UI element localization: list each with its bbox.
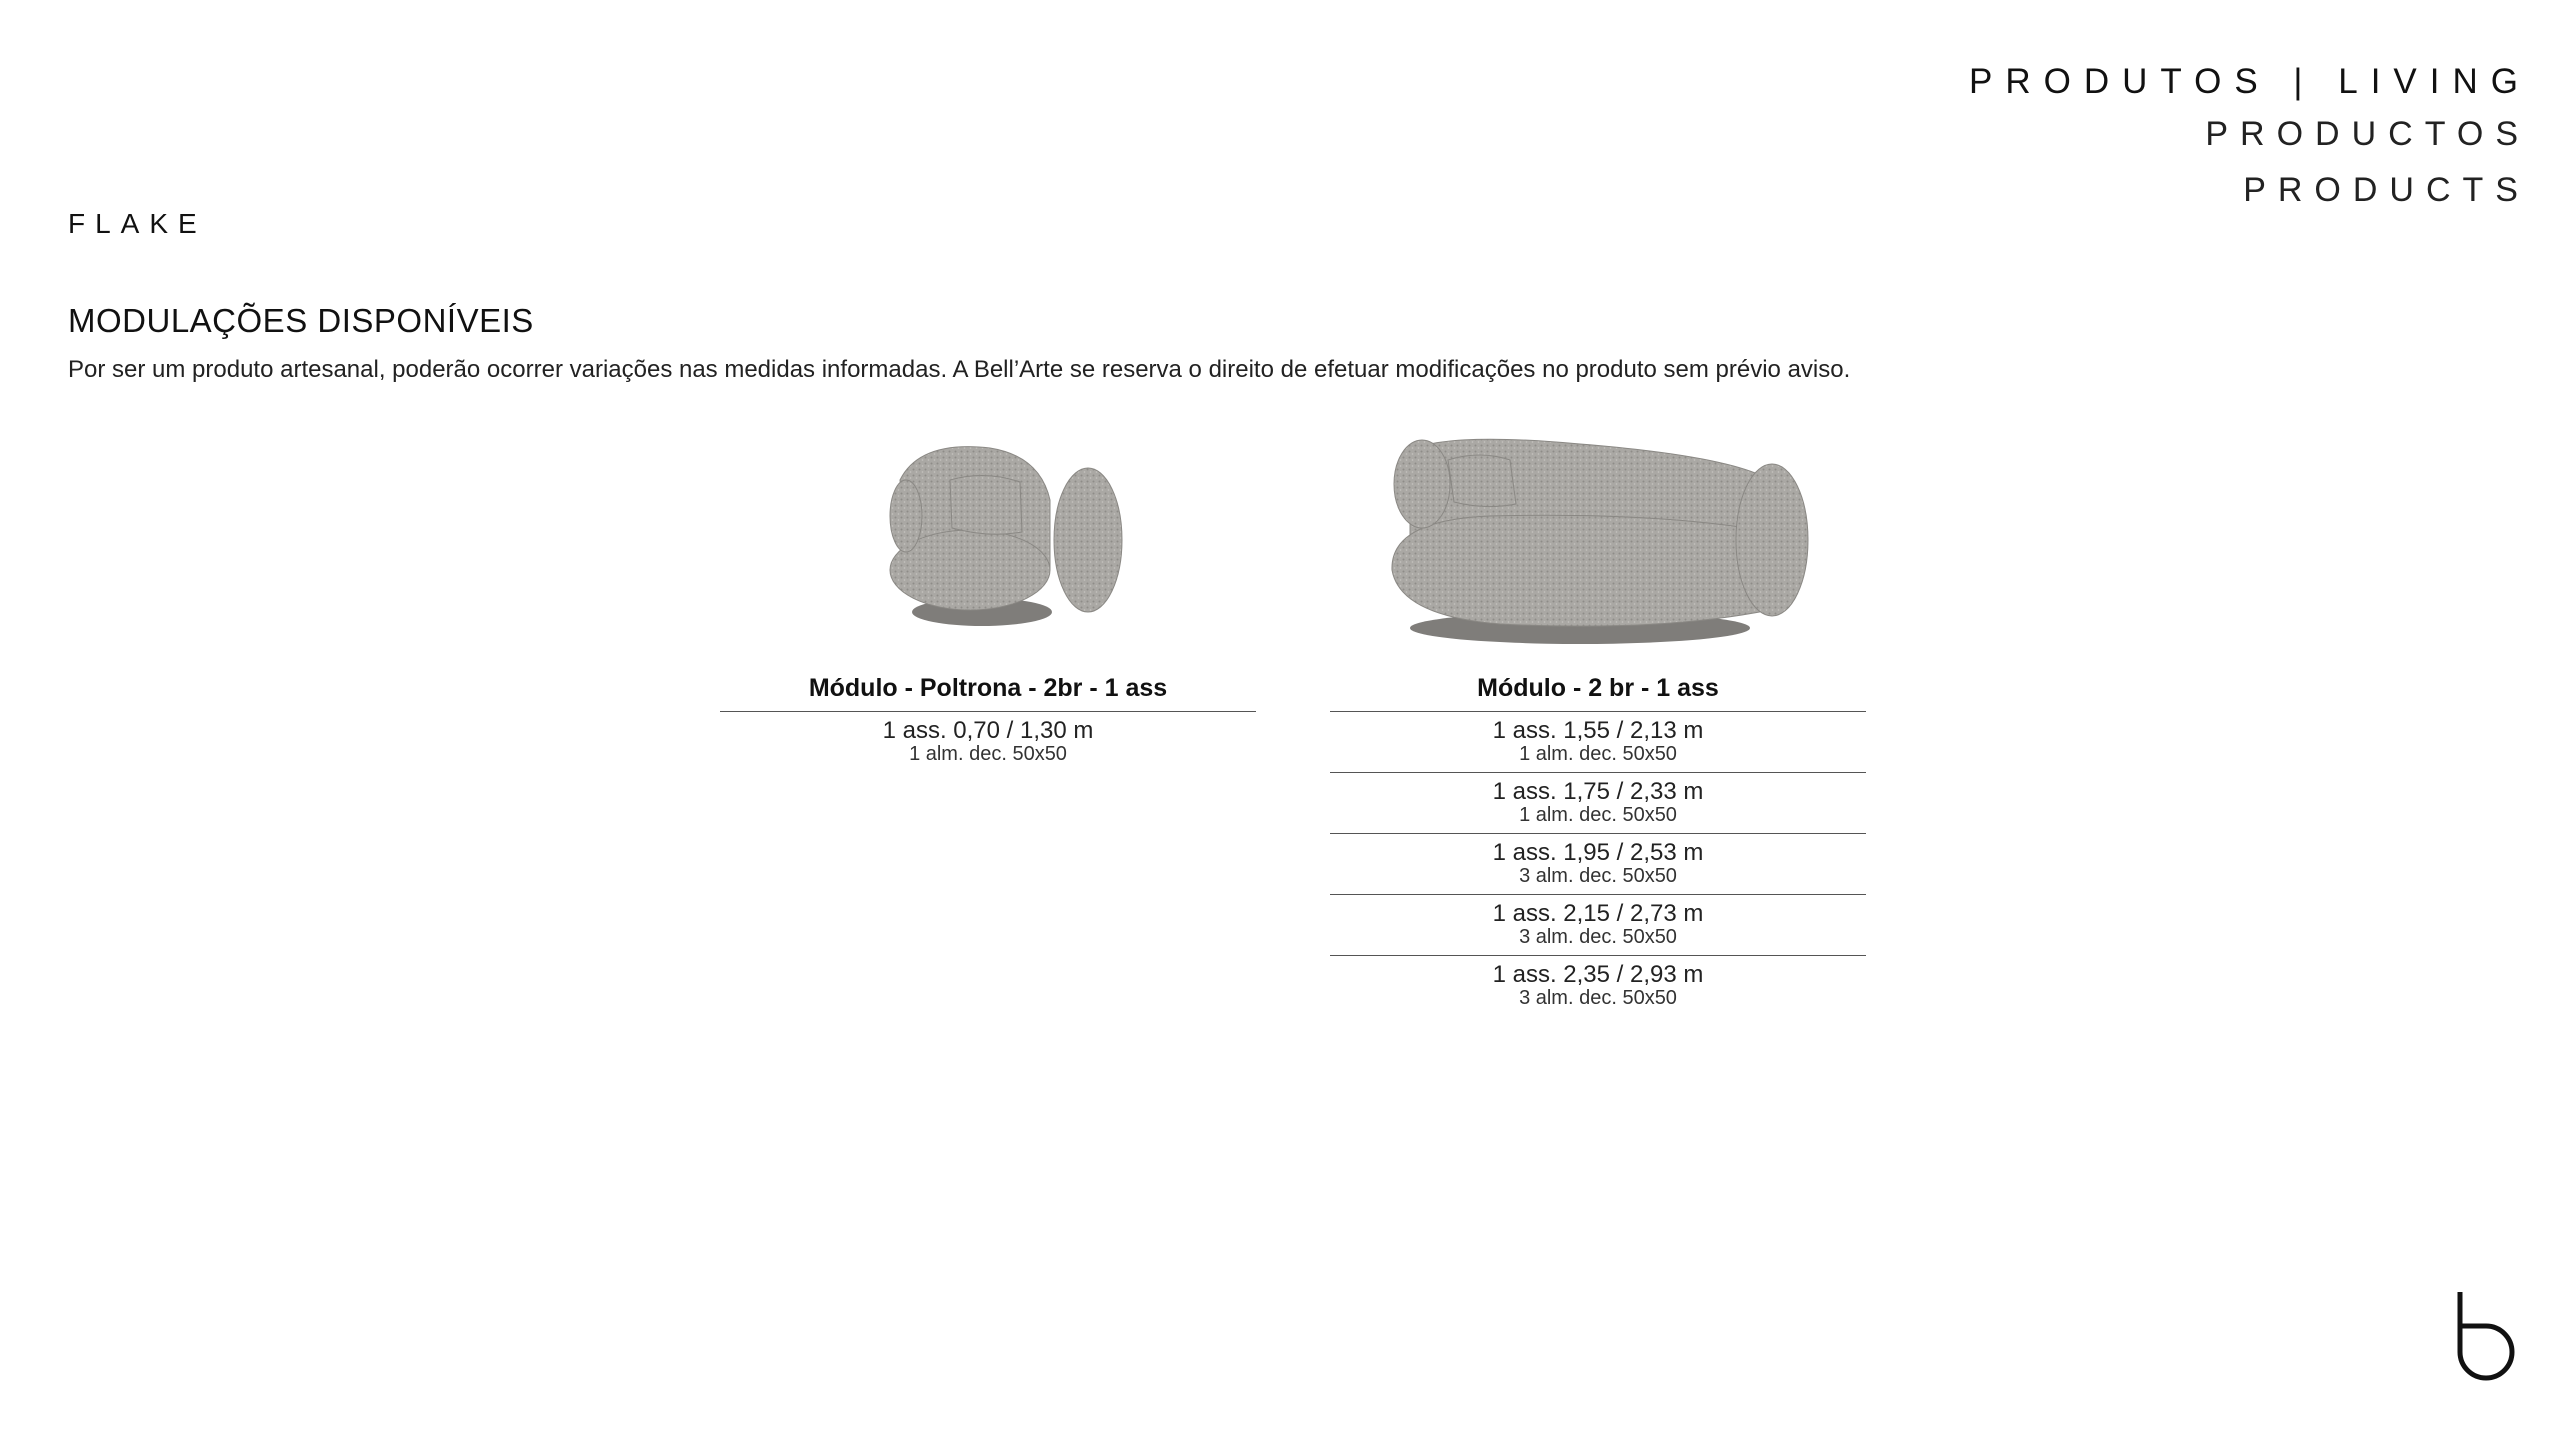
spec-dimensions: 1 ass. 0,70 / 1,30 m — [882, 717, 1094, 744]
spec-row — [1330, 834, 1866, 895]
spec-pillows: 1 alm. dec. 50x50 — [909, 743, 1067, 765]
sofa-image — [1330, 420, 1866, 666]
module-title: Módulo - 2 br - 1 ass — [1330, 666, 1866, 712]
brand-logo-icon — [2452, 1292, 2518, 1384]
spec-dimensions: 1 ass. 1,95 / 2,53 m — [1492, 839, 1704, 866]
spec-pillows: 3 alm. dec. 50x50 — [1519, 865, 1677, 887]
header-title: PRODUTOS | LIVING — [1968, 62, 2531, 101]
spec-row — [1330, 956, 1866, 1016]
header-title-en: PRODUCTS — [2243, 171, 2530, 209]
spec-dimensions: 1 ass. 2,15 / 2,73 m — [1492, 900, 1704, 927]
spec-dimensions: 1 ass. 2,35 / 2,93 m — [1492, 961, 1704, 988]
disclaimer-text: Por ser um produto artesanal, poderão ocorrer variações nas medidas informadas. A Bell’Arte se reserva o direito de efetuar modificações no produto sem prévio aviso. — [68, 356, 1851, 383]
spec-row — [1330, 712, 1866, 773]
spec-row — [1330, 895, 1866, 956]
spec-row — [1330, 773, 1866, 834]
spec-pillows: 1 alm. dec. 50x50 — [1519, 743, 1677, 765]
page-header — [1968, 58, 2531, 218]
armchair-image — [720, 420, 1256, 666]
spec-dimensions: 1 ass. 1,55 / 2,13 m — [1492, 717, 1704, 744]
spec-pillows: 3 alm. dec. 50x50 — [1519, 987, 1677, 1009]
spec-pillows: 1 alm. dec. 50x50 — [1519, 804, 1677, 826]
spec-pillows: 3 alm. dec. 50x50 — [1519, 926, 1677, 948]
header-title-es: PRODUCTOS — [2205, 115, 2530, 153]
spec-dimensions: 1 ass. 1,75 / 2,33 m — [1492, 778, 1704, 805]
product-name: FLAKE — [68, 208, 207, 239]
spec-row — [720, 712, 1256, 772]
section-title: MODULAÇÕES DISPONÍVEIS — [68, 302, 534, 339]
module-title: Módulo - Poltrona - 2br - 1 ass — [720, 666, 1256, 712]
module-sofa — [1330, 420, 1866, 1016]
module-armchair — [720, 420, 1256, 772]
